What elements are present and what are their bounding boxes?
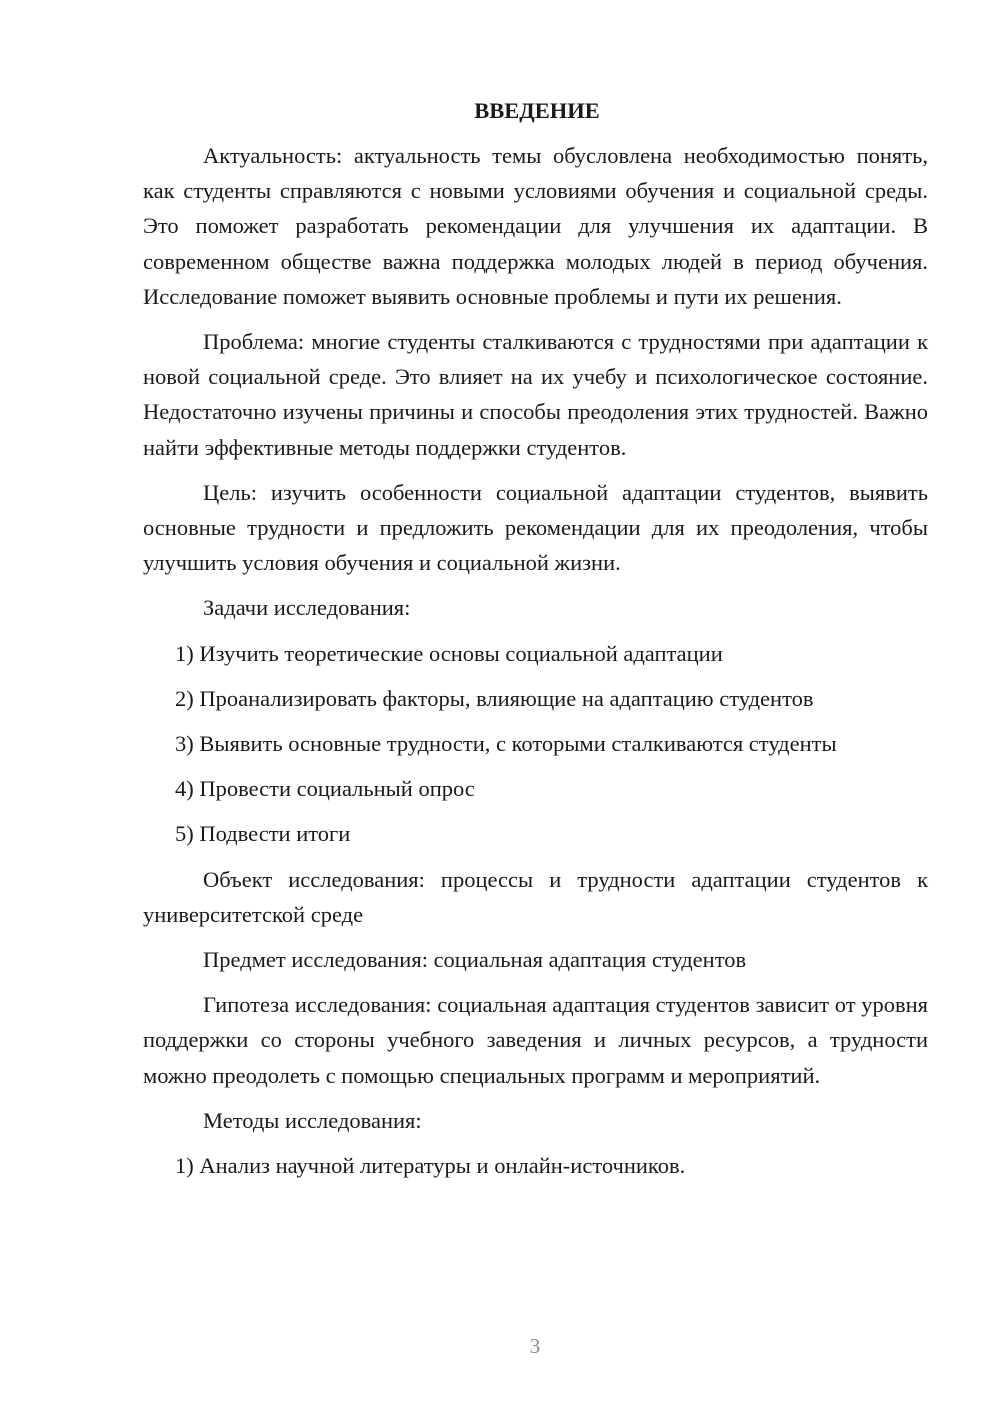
list-item: 5) Подвести итоги (175, 821, 351, 847)
list-item: 1) Анализ научной литературы и онлайн-источников. (175, 1153, 686, 1179)
methods-list (143, 1148, 928, 1183)
relevance-paragraph: Актуальность: актуальность темы обусловлена необходимостью понять, как студенты справляются с новыми условиями обучения и социальной среды. Это поможет разработать рекомендации для улучшения их адаптации. В современном обществе важна поддержка молодых людей в период обучения. Исследование поможет выявить основные проблемы и пути их решения. (143, 143, 928, 309)
list-item: 2) Проанализировать факторы, влияющие на адаптацию студентов (175, 685, 814, 711)
methods-label: Методы исследования: (203, 1107, 422, 1133)
subject-paragraph: Предмет исследования: социальная адаптация студентов (203, 947, 747, 973)
tasks-label: Задачи исследования: (203, 595, 411, 621)
tasks-list (143, 636, 928, 852)
section-heading: ВВЕДЕНИЕ (474, 98, 600, 123)
goal-paragraph: Цель: изучить особенности социальной адаптации студентов, выявить основные трудности и предложить рекомендации для их преодоления, чтобы улучшить условия обучения и социальной жизни. (143, 479, 928, 576)
list-item: 1) Изучить теоретические основы социальной адаптации (175, 640, 723, 666)
document-body (143, 96, 928, 1193)
list-item: 4) Провести социальный опрос (175, 776, 475, 802)
page-number: 3 (529, 1334, 541, 1358)
list-item: 3) Выявить основные трудности, с которыми сталкиваются студенты (175, 731, 837, 757)
problem-paragraph: Проблема: многие студенты сталкиваются с трудностями при адаптации к новой социальной среде. Это влияет на их учебу и психологическое состояние. Недостаточно изучены причины и способы преодоления этих трудностей. Важно найти эффективные методы поддержки студентов. (143, 329, 928, 460)
object-paragraph: Объект исследования: процессы и трудности адаптации студентов к университетской среде (143, 866, 928, 927)
hypothesis-paragraph: Гипотеза исследования: социальная адаптация студентов зависит от уровня поддержки со стороны учебного заведения и личных ресурсов, а трудности можно преодолеть с помощью специальных программ и мероприятий. (143, 992, 928, 1088)
